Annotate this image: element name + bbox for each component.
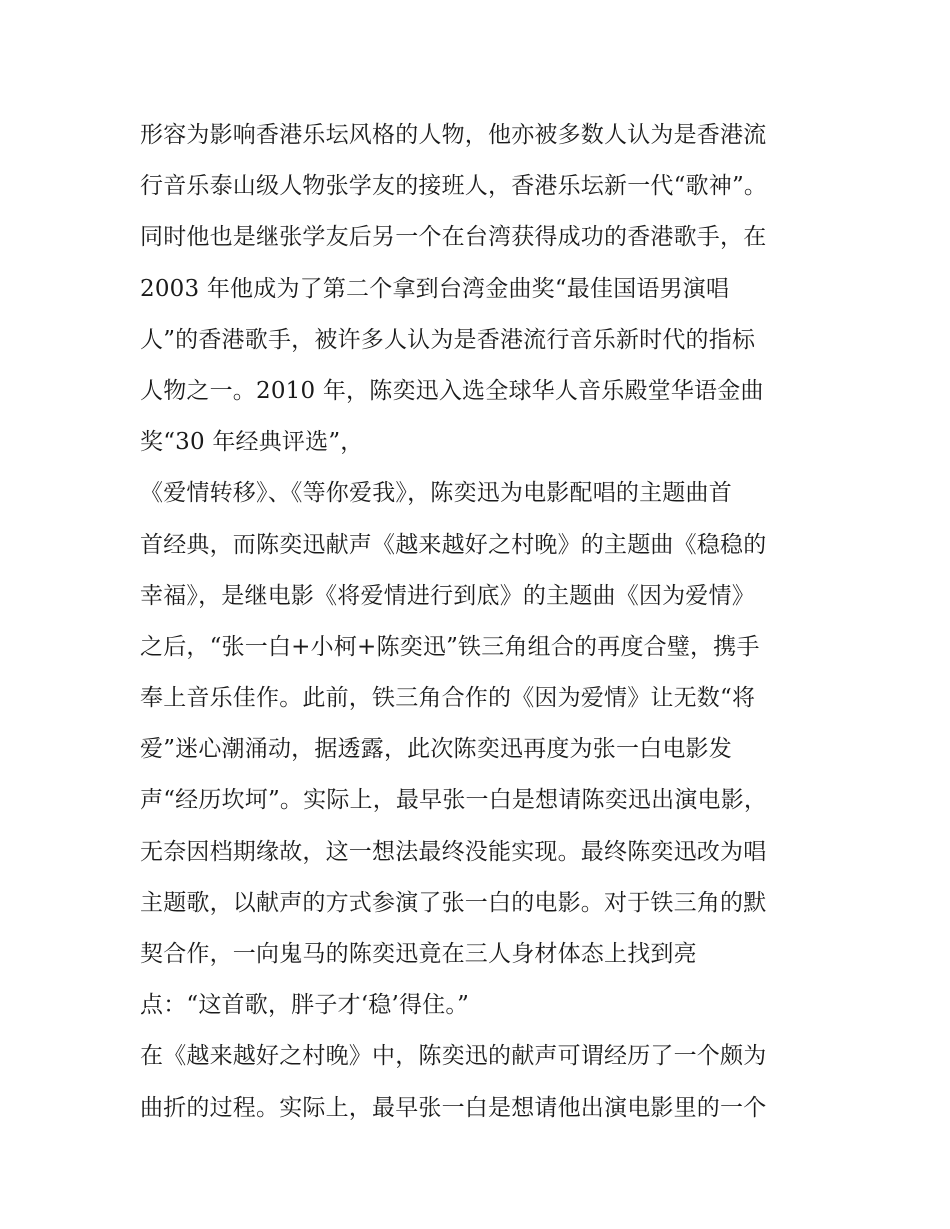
text-line: 奖“30 年经典评选”， [140,429,364,456]
text-line: 形容为影响香港乐坛风格的人物，他亦被多数人认为是香港流 [140,122,767,148]
text-line: 2003 年他成为了第二个拿到台湾金曲奖“最佳国语男演唱 [140,275,730,302]
text-line: 契合作，一向鬼马的陈奕迅竟在三人身材体态上找到亮 [140,941,697,967]
text-line: 在《越来越好之村晚》中，陈奕迅的献声可谓经历了一个颇为 [140,1043,767,1070]
text-line: 奉上音乐佳作。此前，铁三角合作的《因为爱情》让无数“将 [140,685,756,712]
text-line: 同时他也是继张学友后另一个在台湾获得成功的香港歌手，在 [140,224,767,251]
text-line: 行音乐泰山级人物张学友的接班人，香港乐坛新一代“歌神”。 [140,173,768,200]
text-line: 幸福》，是继电影《将爱情进行到底》的主题曲《因为爱情》 [140,582,755,609]
text-line: 人物之一。2010 年，陈奕迅入选全球华人音乐殿堂华语金曲 [140,377,764,404]
text-line: 点：“这首歌，胖子才‘稳’得住。” [140,992,470,1019]
text-line: 之后，“张一白+小柯+陈奕迅”铁三角组合的再度合璧，携手 [140,633,760,660]
text-line: 无奈因档期缘故，这一想法最终没能实现。最终陈奕迅改为唱 [140,838,767,865]
text-line: 声“经历坎坷”。实际上，最早张一白是想请陈奕迅出演电影， [140,787,768,814]
body-text [140,110,820,1134]
text-line: 曲折的过程。实际上，最早张一白是想请他出演电影里的一个 [140,1094,767,1121]
text-line: 《爱情转移》、《等你爱我》，陈奕迅为电影配唱的主题曲首 [140,480,732,507]
text-line: 人”的香港歌手，被许多人认为是香港流行音乐新时代的指标 [140,326,756,353]
text-line: 主题歌，以献声的方式参演了张一白的电影。对于铁三角的默 [140,889,767,916]
text-line: 首经典，而陈奕迅献声《越来越好之村晚》的主题曲《稳稳的 [140,531,767,558]
text-line: 爱”迷心潮涌动，据透露，此次陈奕迅再度为张一白电影发 [140,736,732,763]
